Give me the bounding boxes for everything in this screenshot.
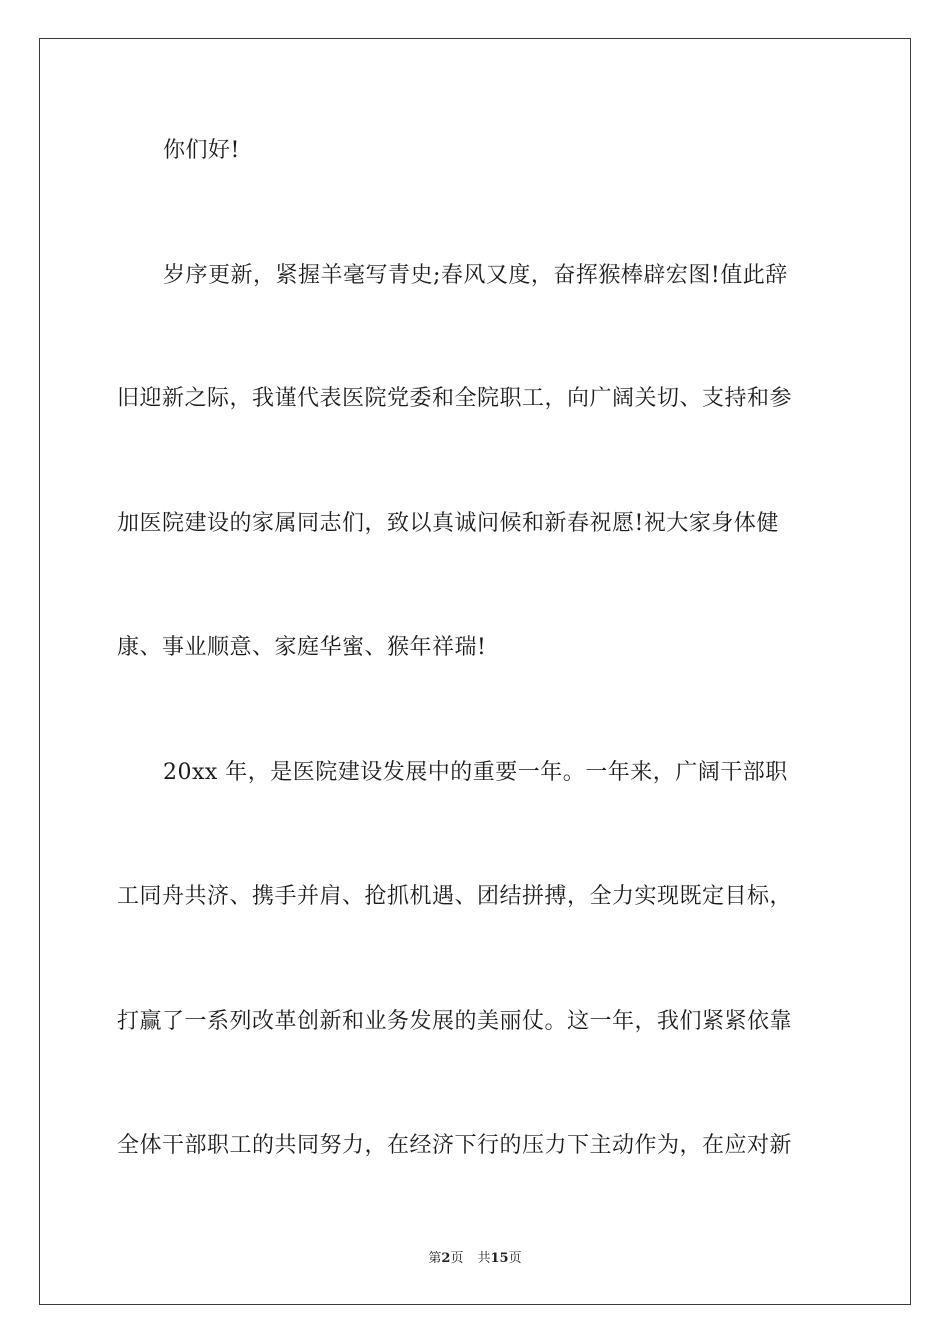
page-number: 2 [441, 1251, 451, 1266]
greeting-line: 你们好! [163, 138, 240, 163]
page-footer [0, 1247, 950, 1266]
page-suffix: 页 [450, 1251, 464, 1266]
paragraph-1-line-4: 康、事业顺意、家庭华蜜、猴年祥瑞! [117, 635, 487, 660]
page-border [39, 38, 911, 1305]
paragraph-2-line-4: 全体干部职工的共同努力，在经济下行的压力下主动作为，在应对新 [117, 1133, 793, 1158]
paragraph-1-line-3: 加医院建设的家属同志们，致以真诚问候和新春祝愿!祝大家身体健 [117, 511, 779, 536]
paragraph-2-line-2: 工同舟共济、携手并肩、抢抓机遇、团结拼搏，全力实现既定目标， [117, 884, 793, 909]
total-prefix: 共 [477, 1251, 491, 1266]
total-suffix: 页 [508, 1251, 522, 1266]
total-pages: 15 [490, 1251, 509, 1266]
paragraph-2-line-3: 打赢了一系列改革创新和业务发展的美丽仗。这一年，我们紧紧依靠 [117, 1009, 793, 1034]
page-prefix: 第 [428, 1251, 442, 1266]
paragraph-2-line-1: 20xx 年，是医院建设发展中的重要一年。一年来，广阔干部职 [163, 760, 788, 785]
paragraph-1-line-2: 旧迎新之际，我谨代表医院党委和全院职工，向广阔关切、支持和参 [117, 386, 793, 411]
paragraph-1-line-1: 岁序更新，紧握羊毫写青史;春风又度，奋挥猴棒辟宏图!值此辞 [163, 263, 788, 288]
